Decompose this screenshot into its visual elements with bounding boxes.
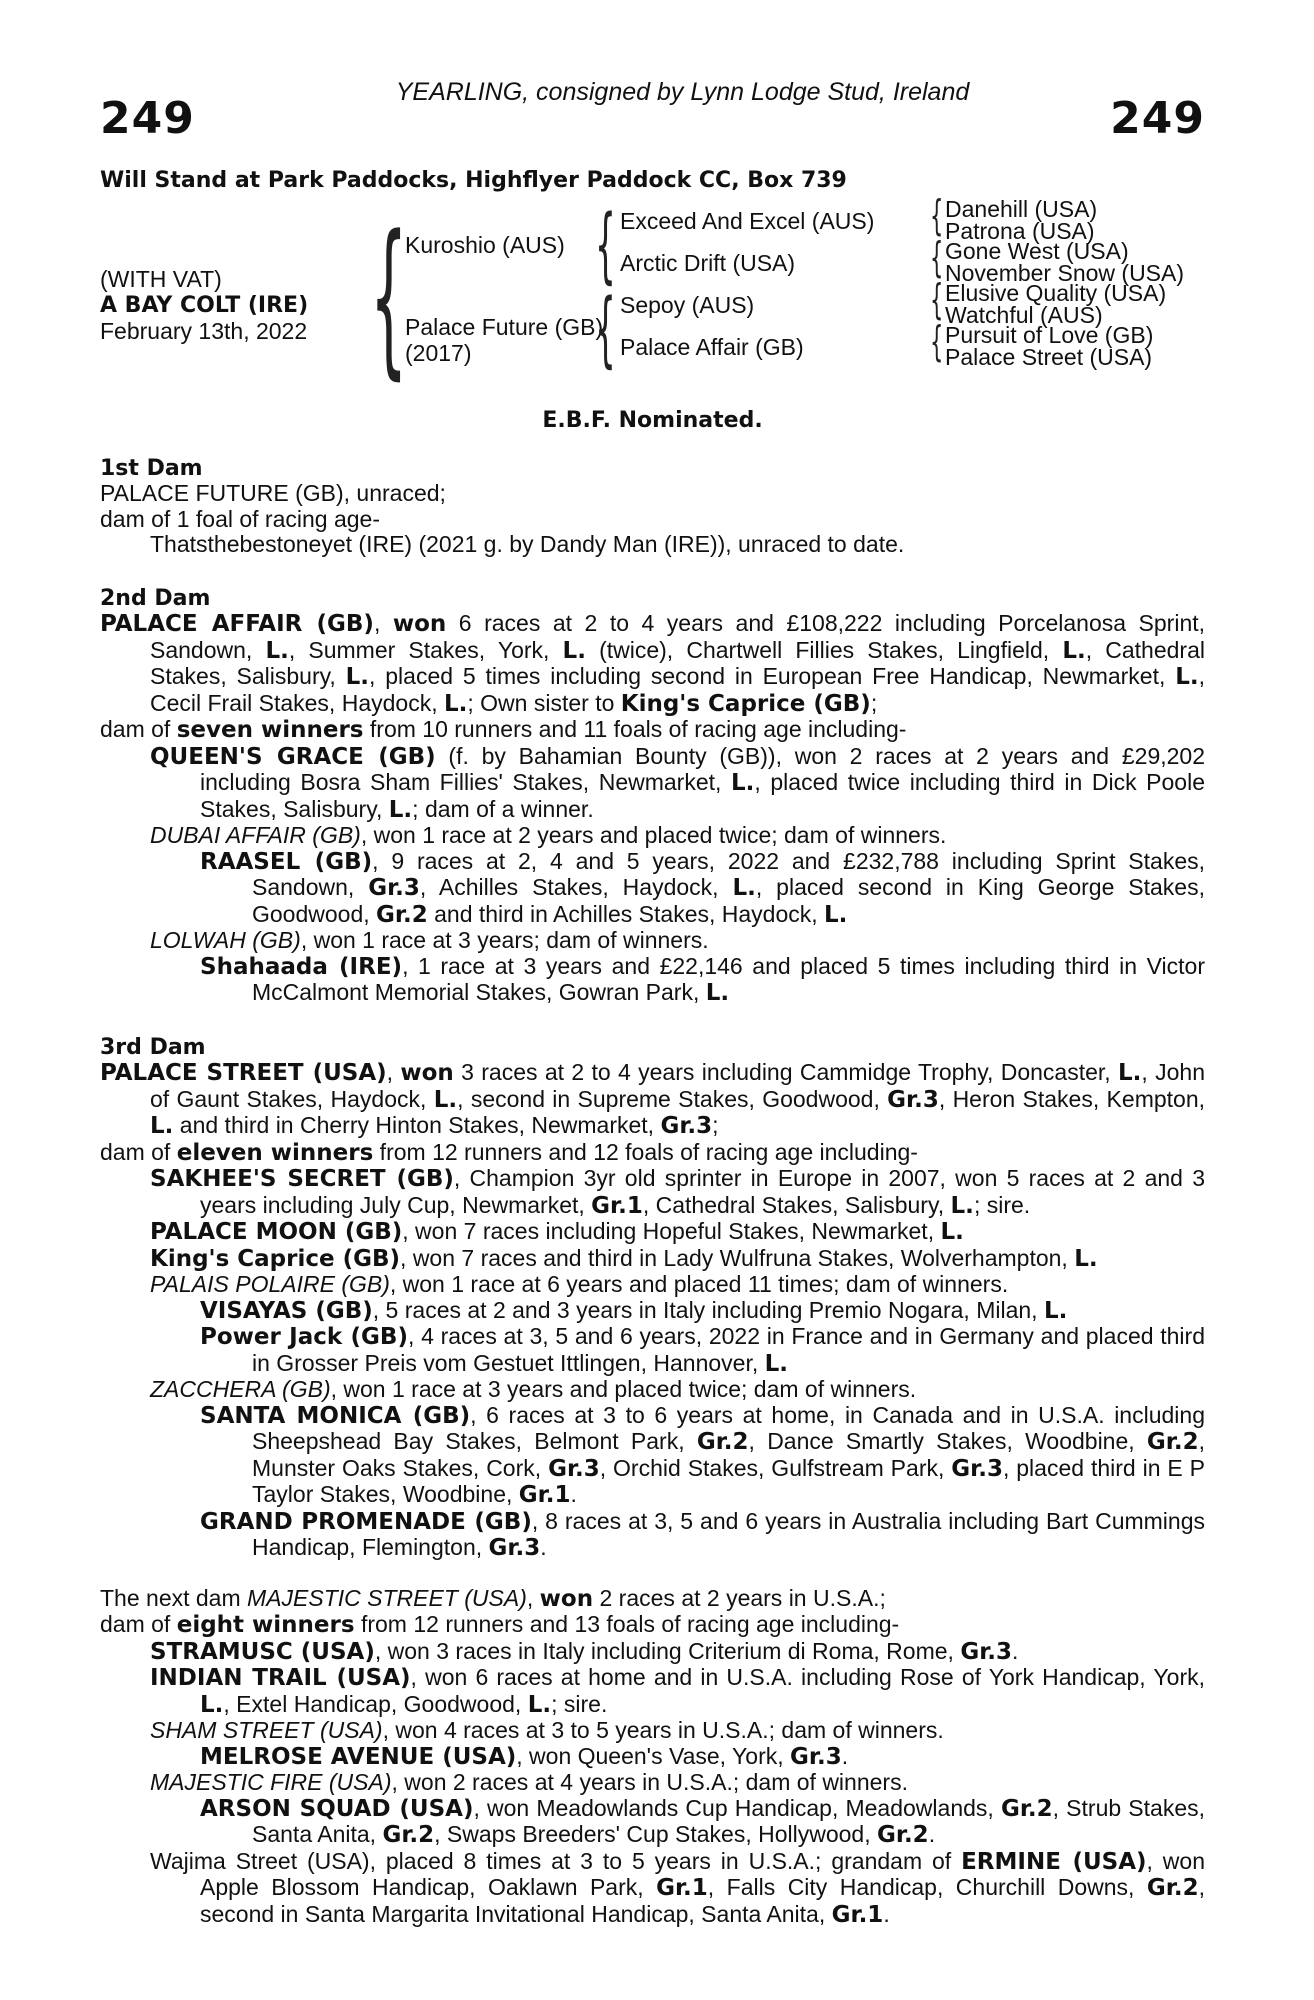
produce-queens-grace: QUEEN'S GRACE (GB) (f. by Bahamian Bounty (GB)), won 2 races at 2 years and £29,202 including Bosra Sham Fillies' Stakes, Newmarket, L., placed twice including third in Dick Poole Stakes, Salisbury, L.; dam of a winner.	[150, 742, 1205, 823]
produce-power-jack: Power Jack (GB), 4 races at 3, 5 and 6 years, 2022 in France and in Germany and placed third in Grosser Preis vom Gestuet Ittlingen, Hannover, L.	[200, 1323, 1205, 1377]
produce-grand-promenade: GRAND PROMENADE (GB), 8 races at 3, 5 and 6 years in Australia including Bart Cummings Handicap, Flemington, Gr.3.	[200, 1507, 1205, 1561]
ped-ssd: Patrona (USA)	[945, 218, 1095, 244]
produce-palais-polaire: PALAIS POLAIRE (GB), won 1 race at 6 years and placed 11 times; dam of winners.	[150, 1271, 1009, 1297]
dam2-produce: dam of seven winners from 10 runners and 11 foals of racing age including-	[100, 716, 907, 743]
produce-dubai-affair: DUBAI AFFAIR (GB), won 1 race at 2 years and placed twice; dam of winners.	[150, 822, 947, 848]
second-dam-heading: 2nd Dam	[100, 585, 211, 611]
ped-dds: Pursuit of Love (GB)	[945, 322, 1154, 348]
produce-zacchera: ZACCHERA (GB), won 1 race at 3 years and placed twice; dam of winners.	[150, 1376, 917, 1402]
produce-majestic-fire: MAJESTIC FIRE (USA), won 2 races at 4 years in U.S.A.; dam of winners.	[150, 1769, 908, 1795]
brace-icon: {	[930, 317, 944, 366]
dam3-record: PALACE STREET (USA), won 3 races at 2 to 4 years including Cammidge Trophy, Doncaster, L., John of Gaunt Stakes, Haydock, L., second in Supreme Stakes, Goodwood, Gr.3, Heron Stakes, Kempton, L. and third in Cherry Hinton Stakes, Newmarket, Gr.3;	[100, 1059, 1206, 1139]
stand-location: Will Stand at Park Paddocks, Highflyer Paddock CC, Box 739	[100, 167, 847, 193]
ped-dsd: Watchful (AUS)	[945, 302, 1103, 328]
next-dam-record: The next dam MAJESTIC STREET (USA), won 2 races at 2 years in U.S.A.;	[100, 1584, 886, 1612]
horse-name: A BAY COLT (IRE)	[100, 293, 309, 318]
produce-palace-moon: PALACE MOON (GB), won 7 races including Hopeful Stakes, Newmarket, L.	[150, 1218, 964, 1245]
produce-sakhees-secret: SAKHEE'S SECRET (GB), Champion 3yr old sprinter in Europe in 2007, won 5 races at 2 and 3 years including July Cup, Newmarket, Gr.1, Cathedral Stakes, Salisbury, L.; sire.	[150, 1165, 1205, 1219]
ped-sdd: November Snow (USA)	[945, 260, 1185, 286]
brace-icon: {	[930, 233, 944, 282]
dam-year: (2017)	[405, 340, 472, 366]
brace-icon: {	[370, 199, 408, 395]
horse-dob: February 13th, 2022	[100, 318, 308, 344]
produce-visayas: VISAYAS (GB), 5 races at 2 and 3 years in Italy including Premio Nogara, Milan, L.	[200, 1296, 1068, 1324]
dam1-line1: PALACE FUTURE (GB), unraced;	[100, 480, 446, 506]
pedigree-table	[100, 191, 1205, 402]
brace-icon: {	[930, 275, 944, 324]
dam2-record: PALACE AFFAIR (GB), won 6 races at 2 to 4 years and £108,222 including Porcelanosa Sprint, Sandown, L., Summer Stakes, York, L. (twice), Chartwell Fillies Stakes, Lingfield, L., Cathedral Stakes, Salisbury, L., placed 5 times including second in European Free Handicap, Newmarket, L., Cecil Frail Stakes, Haydock, L.; Own sister to King's Caprice (GB);	[100, 610, 1206, 717]
vat-note: (WITH VAT)	[100, 266, 222, 292]
produce-melrose-avenue: MELROSE AVENUE (USA), won Queen's Vase, York, Gr.3.	[200, 1742, 849, 1770]
produce-santa-monica: SANTA MONICA (GB), 6 races at 3 to 6 years at home, in Canada and in U.S.A. including Sheepshead Bay Stakes, Belmont Park, Gr.2, Dance Smartly Stakes, Woodbine, Gr.2, Munster Oaks Stakes, Cork, Gr.3, Orchid Stakes, Gulfstream Park, Gr.3, placed third in E P Taylor Stakes, Woodbine, Gr.1.	[200, 1401, 1205, 1508]
brace-icon: {	[595, 198, 616, 293]
dam1-line3: Thatsthebestoneyet (IRE) (2021 g. by Dandy Man (IRE)), unraced to date.	[150, 531, 905, 557]
consignment-line: YEARLING, consigned by Lynn Lodge Stud, Ireland	[395, 78, 970, 106]
produce-arson-squad: ARSON SQUAD (USA), won Meadowlands Cup Handicap, Meadowlands, Gr.2, Strub Stakes, Santa Anita, Gr.2, Swaps Breeders' Cup Stakes, Hollywood, Gr.2.	[200, 1794, 1206, 1848]
dam: Palace Future (GB)	[405, 314, 604, 340]
sire: Kuroshio (AUS)	[405, 232, 565, 258]
brace-icon: {	[930, 191, 944, 240]
ped-sss: Danehill (USA)	[945, 196, 1098, 222]
lot-number-left: 249	[100, 92, 195, 144]
first-dam-heading: 1st Dam	[100, 455, 203, 481]
produce-wajima-street: Wajima Street (USA), placed 8 times at 3 to 5 years in U.S.A.; grandam of ERMINE (USA), won Apple Blossom Handicap, Oaklawn Park, Gr.1, Falls City Handicap, Churchill Downs, Gr.2, second in Santa Margarita Invitational Handicap, Santa Anita, Gr.1.	[150, 1847, 1205, 1928]
ped-ddd: Palace Street (USA)	[945, 344, 1153, 370]
produce-shahaada: Shahaada (IRE), 1 race at 3 years and £22,146 and placed 5 times including third in Victor McCalmont Memorial Stakes, Gowran Park, L.	[200, 952, 1205, 1006]
dam-sire: Sepoy (AUS)	[620, 292, 755, 318]
brace-icon: {	[595, 282, 616, 377]
dam-dam: Palace Affair (GB)	[620, 334, 804, 360]
produce-lolwah: LOLWAH (GB), won 1 race at 3 years; dam of winners.	[150, 927, 709, 953]
third-dam-heading: 3rd Dam	[100, 1034, 206, 1060]
lot-number-right: 249	[1110, 92, 1205, 144]
dam3-produce: dam of eleven winners from 12 runners and 12 foals of racing age including-	[100, 1138, 918, 1166]
catalogue-page	[100, 80, 1205, 1928]
dam1-line2: dam of 1 foal of racing age-	[100, 505, 380, 532]
produce-raasel: RAASEL (GB), 9 races at 2, 4 and 5 years, 2022 and £232,788 including Sprint Stakes, Sandown, Gr.3, Achilles Stakes, Haydock, L., placed second in King George Stakes, Goodwood, Gr.2 and third in Achilles Stakes, Haydock, L.	[200, 847, 1206, 928]
produce-stramusc: STRAMUSC (USA), won 3 races in Italy including Criterium di Roma, Rome, Gr.3.	[150, 1637, 1019, 1665]
produce-kings-caprice: King's Caprice (GB), won 7 races and third in Lady Wulfruna Stakes, Wolverhampton, L.	[150, 1244, 1098, 1272]
produce-indian-trail: INDIAN TRAIL (USA), won 6 races at home and in U.S.A. including Rose of York Handicap, York, L., Extel Handicap, Goodwood, L.; sire.	[150, 1664, 1206, 1718]
sire-sire: Exceed And Excel (AUS)	[620, 208, 875, 234]
produce-sham-street: SHAM STREET (USA), won 4 races at 3 to 5 years in U.S.A.; dam of winners.	[150, 1717, 944, 1743]
ped-sds: Gone West (USA)	[945, 238, 1129, 264]
sire-dam: Arctic Drift (USA)	[620, 250, 796, 276]
ped-dss: Elusive Quality (USA)	[945, 280, 1167, 306]
ebf-note: E.B.F. Nominated.	[542, 408, 763, 433]
next-dam-produce: dam of eight winners from 12 runners and 13 foals of racing age including-	[100, 1611, 900, 1638]
